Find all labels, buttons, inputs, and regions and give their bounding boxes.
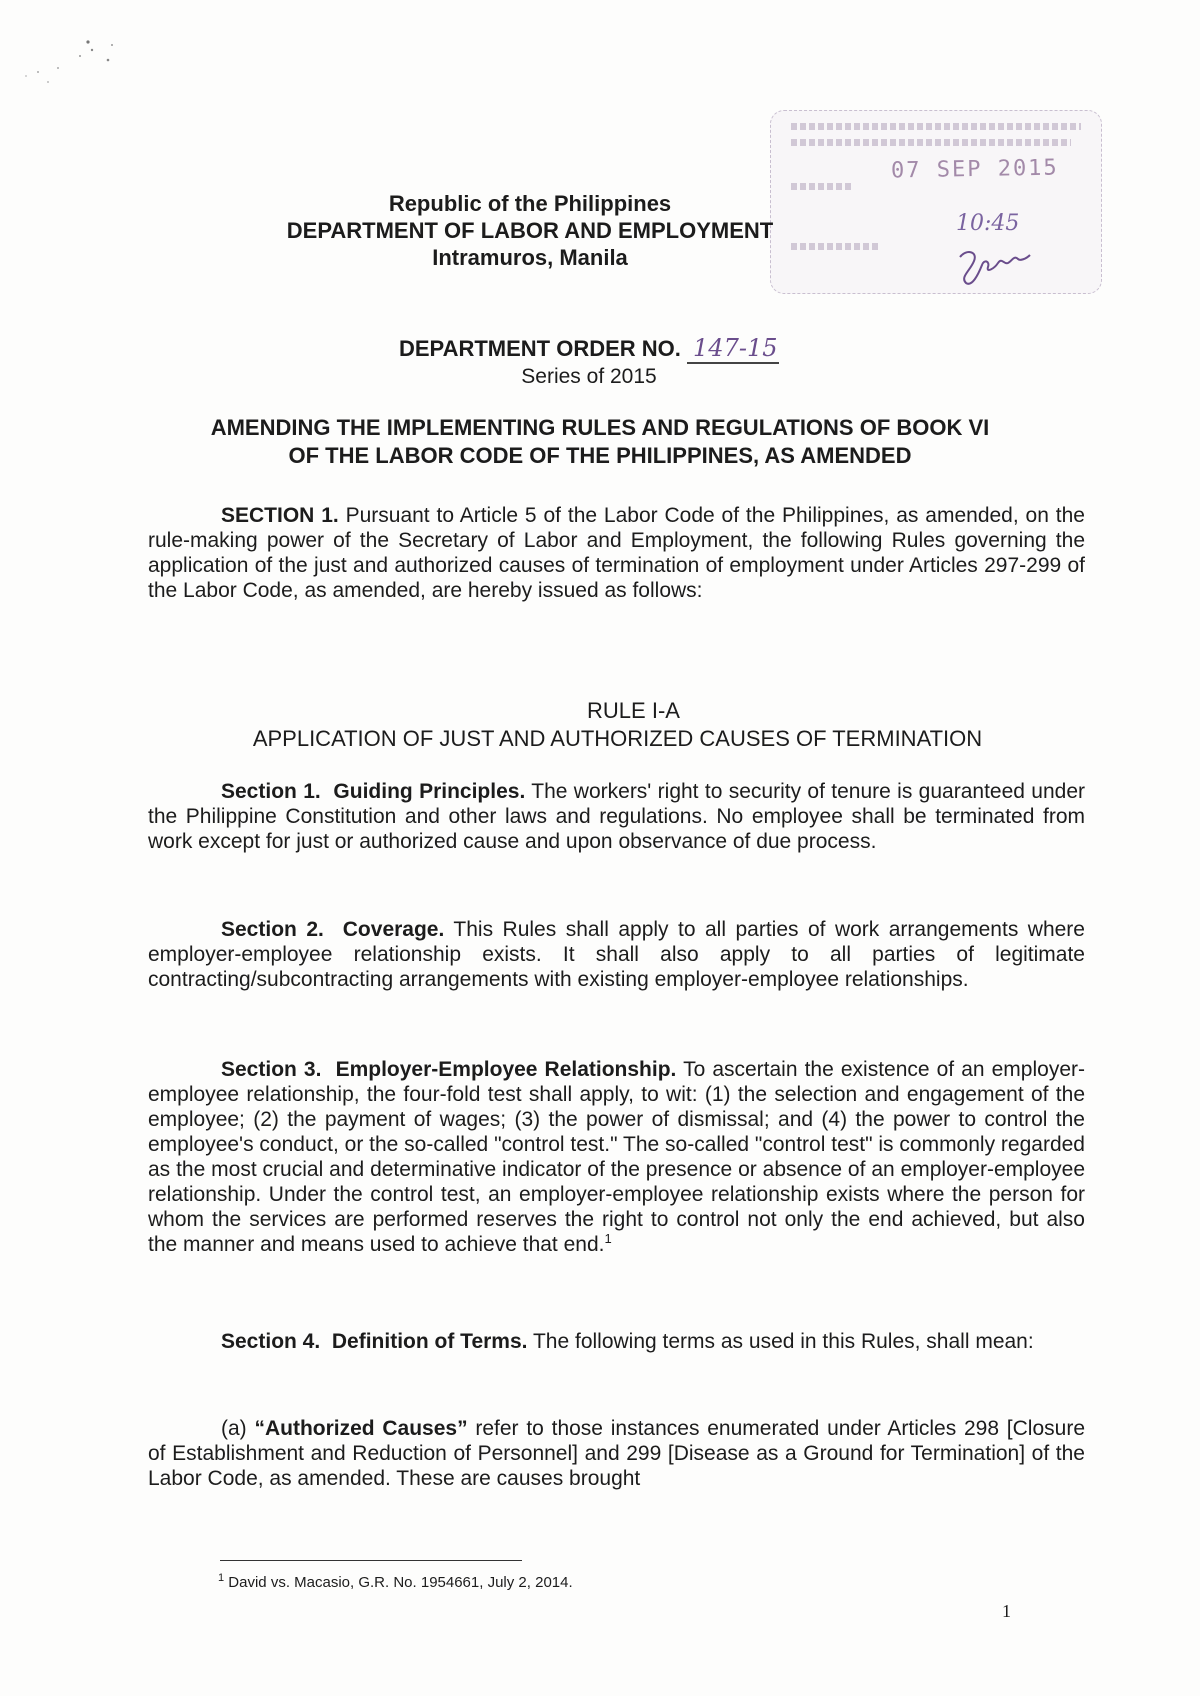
section-4-heading: Definition of Terms. <box>331 1330 528 1353</box>
section-1 <box>148 779 1085 854</box>
order-number: 147-15 <box>687 334 779 364</box>
section-4 <box>148 1329 1085 1354</box>
section-4a-heading: “Authorized Causes” <box>254 1417 468 1440</box>
rule-number: RULE I-A <box>587 698 680 723</box>
section-1-lead: Section 1. <box>221 780 321 803</box>
stamp-time: 10:45 <box>956 211 1020 236</box>
title-line-2: OF THE LABOR CODE OF THE PHILIPPINES, AS AMENDED <box>288 443 912 468</box>
stamp-date: 07 SEP 2015 <box>890 155 1059 184</box>
preamble-lead: SECTION 1. <box>221 504 339 527</box>
title-line-1: AMENDING THE IMPLEMENTING RULES AND REGULATIONS OF BOOK VI <box>210 415 990 440</box>
order-label: DEPARTMENT ORDER NO. <box>398 336 681 361</box>
section-4a-lead: (a) <box>221 1417 247 1440</box>
scan-specks <box>18 30 138 90</box>
header-address: Intramuros, Manila <box>432 245 628 270</box>
section-1-text: The workers' right to security of tenure is guaranteed under the Philippine Constitution and other laws and regulations. No employee shall be terminated from work except for just or authorized cause and upon observance of due process. <box>148 780 1085 853</box>
preamble-text: Pursuant to Article 5 of the Labor Code of the Philippines, as amended, on the rule-making power of the Secretary of Labor and Employment, the following Rules governing the application of the just and authorized causes of termination of employment under Articles 297-299 of the Labor Code, as amended, are hereby issued as follows: <box>148 504 1085 602</box>
rule-title: APPLICATION OF JUST AND AUTHORIZED CAUSES OF TERMINATION <box>252 726 983 751</box>
page-number: 1 <box>1002 1601 1011 1621</box>
section-2-text: This Rules shall apply to all parties of work arrangements where employer-employee relationship exists. It shall also apply to all parties of legitimate contracting/subcontracting arrangements with existing employer-employee relationships. <box>148 918 1085 991</box>
order-line <box>0 334 1200 364</box>
footnote-divider <box>220 1560 522 1561</box>
section-2 <box>148 917 1085 992</box>
section-4a <box>148 1416 1085 1491</box>
section-4-lead: Section 4. <box>221 1330 321 1353</box>
header-department: DEPARTMENT OF LABOR AND EMPLOYMENT <box>286 218 774 243</box>
preamble-section-1 <box>148 503 1085 603</box>
header-republic: Republic of the Philippines <box>388 191 672 216</box>
footnote-number: 1 <box>218 1572 225 1584</box>
footnote-text: David vs. Macasio, G.R. No. 1954661, July 2, 2014. <box>228 1574 573 1591</box>
section-2-lead: Section 2. <box>221 918 324 941</box>
letterhead <box>0 190 1200 271</box>
document-title <box>120 414 1080 470</box>
section-4a-text: refer to those instances enumerated under Articles 298 [Closure of Establishment and Reduction of Personnel] and 299 [Disease as a Ground for Termination] of the Labor Code, as amended. These are causes brought <box>148 1417 1086 1490</box>
section-3-text: To ascertain the existence of an employer-employee relationship, the four-fold test shall apply, to wit: (1) the selection and engagement of the employee; (2) the payment of wages; (3) the power of dismissal; and (4) the power to control the employee's conduct, or the so-called "control test." The so-called "control test" is commonly regarded as the most crucial and determinative indicator of the presence or absence of an employer-employee relationship. Under the control test, an employer-employee relationship exists where the person for whom the services are performed reserves the right to control not only the end achieved, but also the manner and means used to achieve that end. <box>148 1058 1085 1256</box>
section-1-heading: Guiding Principles. <box>333 780 526 803</box>
rule-heading <box>140 697 1095 753</box>
department-order <box>0 334 1200 390</box>
section-2-heading: Coverage. <box>342 918 445 941</box>
footnote <box>218 1572 573 1591</box>
section-3-lead: Section 3. <box>221 1058 322 1081</box>
order-series: Series of 2015 <box>521 365 657 388</box>
section-3-heading: Employer-Employee Relationship. <box>335 1058 677 1081</box>
section-4-text: The following terms as used in this Rules, shall mean: <box>532 1330 1034 1353</box>
section-3 <box>148 1057 1085 1257</box>
footnote-ref: 1 <box>604 1231 612 1246</box>
